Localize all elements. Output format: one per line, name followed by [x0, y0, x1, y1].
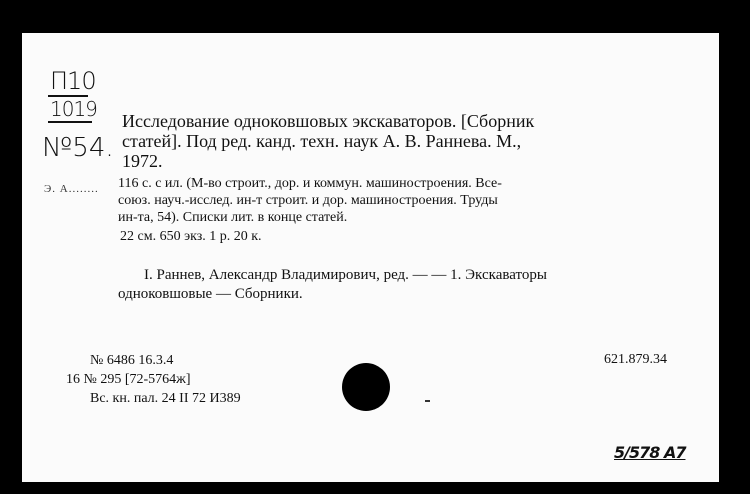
subject-line-2: одноковшовые — Сборники.: [118, 286, 303, 302]
smudged-note: Э. А........: [44, 183, 99, 195]
registration-line: 16 № 295 [72-5764ж]: [66, 372, 191, 387]
description-line-4: 22 см. 650 экз. 1 р. 20 к.: [120, 229, 262, 244]
shelf-mark-top: П10: [50, 67, 96, 95]
title-line-2: статей]. Под ред. канд. техн. наук А. В. Раннева. М.,: [122, 131, 522, 151]
description-line-1: 116 с. с ил. (М-во строит., дор. и коммун. машиностроения. Все-: [118, 176, 502, 191]
stray-mark: [425, 400, 430, 402]
title-line-1: Исследование одноковшовых экскаваторов. [Сборник: [122, 111, 535, 131]
shelf-mark-bottom: 1019: [50, 97, 97, 121]
catalog-number-line: № 6486 16.3.4: [90, 353, 174, 368]
catalog-card: [22, 33, 719, 482]
subject-line-1: I. Раннев, Александр Владимирович, ред. — — 1. Экскаваторы: [144, 267, 547, 283]
description-line-3: ин-та, 54). Списки лит. в конце статей.: [118, 210, 348, 225]
description-line-2: союз. науч.-исслед. ин-т строит. и дор. машиностроения. Труды: [118, 193, 498, 208]
handwritten-signature: 5/578 А7: [614, 443, 686, 462]
chamber-line: Вс. кн. пал. 24 II 72 И389: [90, 391, 241, 406]
title-line-3: 1972.: [122, 151, 163, 171]
punch-hole: [342, 363, 390, 411]
card-number: №54.: [42, 133, 114, 163]
shelf-mark-underline: [48, 121, 92, 123]
udc-code: 621.879.34: [604, 352, 667, 367]
